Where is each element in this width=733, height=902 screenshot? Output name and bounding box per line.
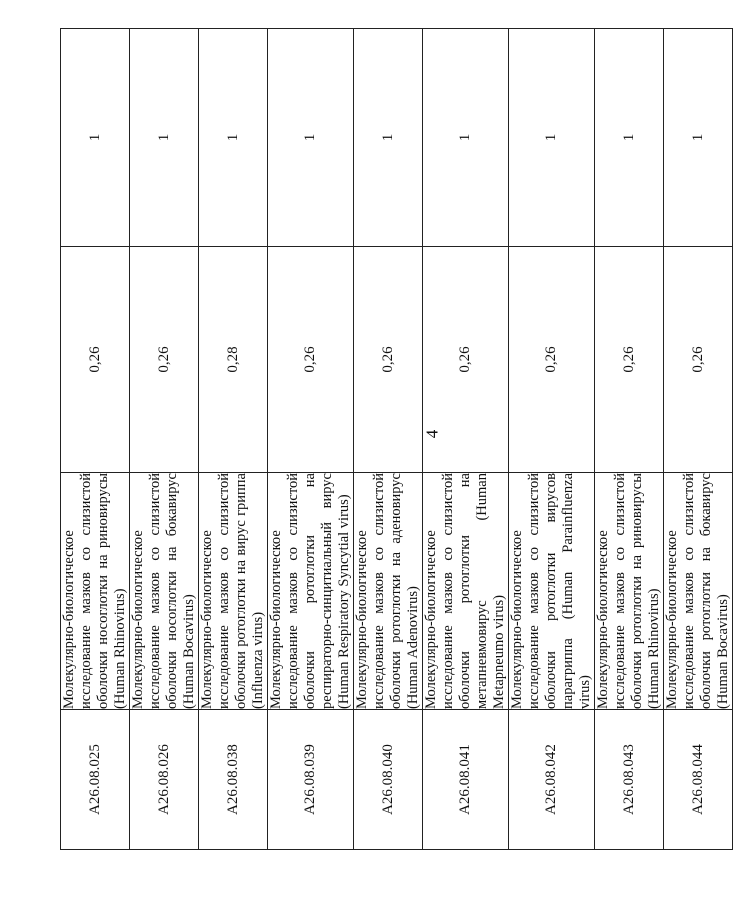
table-row	[423, 29, 509, 850]
service-description: Молекулярно-биологическое исследование мазков со слизистой оболочки ротоглотки на вирус гриппа (Influenza virus)	[199, 473, 266, 709]
service-description: Молекулярно-биологическое исследование мазков со слизистой оболочки носоглотки на риновирусы (Human Rhinovirus)	[61, 473, 128, 709]
service-count: 1	[595, 29, 664, 247]
service-count: 1	[268, 29, 354, 247]
services-table-rotated	[60, 30, 731, 850]
service-code: A26.08.044	[664, 710, 733, 850]
table-row	[595, 29, 664, 850]
service-description: Молекулярно-биологическое исследование мазков со слизистой оболочки ротоглотки на метапневмовирус (Human Metapneumo virus)	[423, 473, 507, 709]
table-row	[354, 29, 423, 850]
service-coefficient: 0,26	[130, 247, 199, 473]
service-count: 1	[509, 29, 595, 247]
service-code: A26.08.039	[268, 710, 354, 850]
service-count: 1	[61, 29, 130, 247]
service-coefficient: 0,26	[664, 247, 733, 473]
table-row	[664, 29, 733, 850]
service-coefficient: 0,26	[423, 247, 509, 473]
service-coefficient: 0,26	[509, 247, 595, 473]
service-description: Молекулярно-биологическое исследование мазков со слизистой оболочки носоглотки на бокавирус (Human Bocavirus)	[130, 473, 197, 709]
service-code: A26.08.026	[130, 710, 199, 850]
services-table	[60, 28, 733, 850]
service-coefficient: 0,26	[268, 247, 354, 473]
table-row	[130, 29, 199, 850]
service-count: 1	[664, 29, 733, 247]
service-description: Молекулярно-биологическое исследование мазков со слизистой оболочки ротоглотки на бокавирус (Human Bocavirus)	[664, 473, 731, 709]
service-code: A26.08.041	[423, 710, 509, 850]
service-coefficient: 0,26	[595, 247, 664, 473]
table-row	[268, 29, 354, 850]
service-coefficient: 0,28	[199, 247, 268, 473]
service-count: 1	[199, 29, 268, 247]
service-code: A26.08.043	[595, 710, 664, 850]
table-row	[199, 29, 268, 850]
service-code: A26.08.040	[354, 710, 423, 850]
service-coefficient: 0,26	[61, 247, 130, 473]
service-coefficient: 0,26	[354, 247, 423, 473]
service-description: Молекулярно-биологическое исследование мазков со слизистой оболочки ротоглотки на риновирусы (Human Rhinovirus)	[595, 473, 662, 709]
service-code: A26.08.025	[61, 710, 130, 850]
service-count: 1	[423, 29, 509, 247]
service-description: Молекулярно-биологическое исследование мазков со слизистой оболочки ротоглотки на респираторно-синцитиальный вирус (Human Respiratory Syncytial virus)	[268, 473, 352, 709]
table-row	[61, 29, 130, 850]
service-description: Молекулярно-биологическое исследование мазков со слизистой оболочки ротоглотки вирусов парагриппа (Human Parainfluenza virus)	[509, 473, 593, 709]
service-code: A26.08.038	[199, 710, 268, 850]
service-count: 1	[130, 29, 199, 247]
service-code: A26.08.042	[509, 710, 595, 850]
page-number: 4	[422, 429, 442, 439]
service-description: Молекулярно-биологическое исследование мазков со слизистой оболочки ротоглотки на аденовирус (Human Adenovirus)	[354, 473, 421, 709]
service-count: 1	[354, 29, 423, 247]
table-row	[509, 29, 595, 850]
